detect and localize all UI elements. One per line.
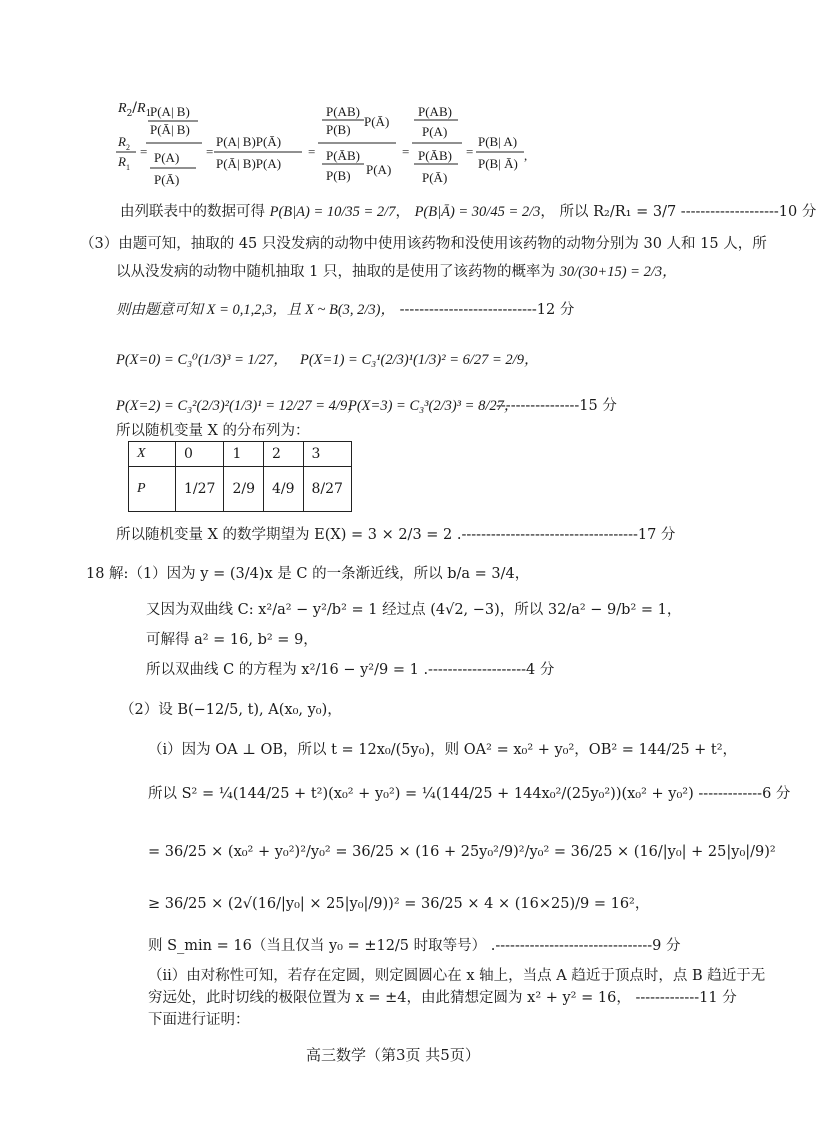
q18-line3: 可解得 a² = 16, b² = 9，	[146, 632, 318, 648]
q18-line11: （ii）由对称性可知，若存在定圆，则定圆圆心在 x 轴上，当点 A 趋近于顶点时，点 B 趋近于无	[148, 968, 766, 984]
q18-line12-score: -------------11 分	[635, 990, 737, 1006]
svg-text:P(B| Ā): P(B| Ā)	[478, 156, 518, 171]
table-cell: 2/9	[224, 467, 264, 512]
svg-text:P(Ā): P(Ā)	[364, 114, 390, 129]
svg-text:P(Ā| B): P(Ā| B)	[150, 122, 190, 137]
table-cell: 0	[176, 442, 224, 467]
contingency-prefix: 由列联表中的数据可得	[120, 204, 265, 220]
table-cell: 1/27	[176, 467, 224, 512]
svg-text:P(ĀB): P(ĀB)	[326, 148, 360, 163]
svg-text:R: R	[118, 154, 126, 169]
part3-line1: （3）由题可知，抽取的 45 只没发病的动物中使用该药物和没使用该药物的动物分别为 30 人和 15 人，所	[80, 236, 767, 252]
table-cell: 8/27	[303, 467, 351, 512]
expectation-line	[116, 527, 675, 544]
svg-text:P(A| B): P(A| B)	[150, 104, 190, 119]
part3-line3	[116, 302, 574, 319]
part3-line3-score: ----------------------------12 分	[399, 302, 575, 318]
svg-text:P(B): P(B)	[326, 168, 351, 183]
q18-line10	[148, 938, 680, 955]
prob-score: -----------------15 分	[496, 398, 617, 414]
q18-line12	[148, 990, 737, 1007]
expectation-score: .------------------------------------17 分	[456, 527, 676, 543]
part3-line2	[116, 264, 677, 281]
q18-circle: 穷远处，此时切线的极限位置为 x = ±4，由此猜想定圆为 x² + y² = 16，	[148, 990, 631, 1006]
q18-line5: （2）设 B(−12/5, t), A(x₀, y₀)，	[120, 702, 342, 718]
svg-text:P(A): P(A)	[366, 162, 392, 177]
expectation-text: 所以随机变量 X 的数学期望为 E(X) = 3 × 2/3 = 2	[116, 527, 453, 543]
q18-line8: = 36/25 × (x₀² + y₀²)²/y₀² = 36/25 × (16 + 25y₀²/9)²/y₀² = 36/25 × (16/|y₀| + 25|y₀|/9)²	[148, 844, 776, 860]
q18-min: 则 S_min = 16（当且仅当 y₀ = ±12/5 时取等号）	[148, 938, 487, 954]
prob-x3: P(X=3) = C₃³(2/3)³ = 8/27，	[348, 398, 519, 414]
svg-text:,: ,	[524, 148, 528, 163]
q18-equation: 所以双曲线 C 的方程为 x²/16 − y²/9 = 1	[146, 662, 419, 678]
table-cell: 1	[224, 442, 264, 467]
svg-text:P(A): P(A)	[422, 124, 448, 139]
table-row	[129, 442, 352, 467]
part3-line2-text: 以从没发病的动物中随机抽取 1 只，抽取的是使用了该药物的概率为	[116, 264, 555, 280]
q18-line7	[148, 786, 790, 803]
svg-text:R: R	[118, 134, 126, 149]
table-cell: 3	[303, 442, 351, 467]
q18-line1: 18 解:（1）因为 y = (3/4)x 是 C 的一条渐近线，所以 b/a = 3/4，	[86, 566, 530, 582]
q18-line6: （i）因为 OA ⊥ OB，所以 t = 12x₀/(5y₀)，则 OA² = x₀² + y₀²，OB² = 144/25 + t²，	[148, 742, 738, 758]
svg-text:P(AB): P(AB)	[326, 104, 360, 119]
table-cell: 2	[263, 442, 303, 467]
svg-text:=: =	[466, 144, 474, 159]
svg-text:P(Ā): P(Ā)	[154, 172, 180, 187]
svg-text:P(B): P(B)	[326, 122, 351, 137]
q18-line9: ≥ 36/25 × (2√(16/|y₀| × 25|y₀|/9))² = 36/25 × 4 × (16×25)/9 = 16²，	[148, 896, 650, 912]
q18-line4-score: .--------------------4 分	[423, 662, 555, 678]
table-cell: 4/9	[263, 467, 303, 512]
svg-text:P(A): P(A)	[154, 150, 180, 165]
contingency-p1: P(B|A) = 10/35 = 2/7	[269, 204, 396, 220]
svg-text:P(ĀB): P(ĀB)	[418, 148, 452, 163]
distribution-table	[128, 441, 352, 512]
contingency-conclusion: 所以 R₂/R₁ = 3/7	[559, 204, 677, 220]
svg-text:=: =	[402, 144, 410, 159]
contingency-line: 由列联表中的数据可得 P(B|A) = 10/35 = 2/7， P(B|Ā) = 30/45 = 2/3， 所以 R₂/R₁ = 3/7 --------------------10 分	[120, 204, 816, 220]
table-cell: X	[129, 442, 176, 467]
svg-text:P(AB): P(AB)	[418, 104, 452, 119]
prob-x0: P(X=0) = C₃⁰(1/3)³ = 1/27，	[116, 352, 288, 368]
svg-text:1: 1	[126, 163, 130, 172]
dist-caption: 所以随机变量 X 的分布列为：	[116, 423, 310, 439]
q18-s-squared: 所以 S² = ¼(144/25 + t²)(x₀² + y₀²) = ¼(144/25 + 144x₀²/(25y₀²))(x₀² + y₀²)	[148, 786, 694, 802]
q18-line2: 又因为双曲线 C: x²/a² − y²/b² = 1 经过点 (4√2, −3)，所以 32/a² − 9/b² = 1，	[146, 602, 682, 618]
svg-text:2: 2	[126, 143, 130, 152]
part3-line2-expr: 30/(30+15) = 2/3，	[559, 264, 677, 280]
svg-text:P(Ā| B)P(A): P(Ā| B)P(A)	[216, 156, 282, 171]
q18-line10-score: .--------------------------------9 分	[490, 938, 681, 954]
part3-binomial: 则由题意可知 X = 0,1,2,3，且 X ~ B(3, 2/3)，	[116, 302, 396, 318]
ratio-identity-formula	[112, 98, 532, 190]
svg-text:P(Ā): P(Ā)	[422, 170, 448, 185]
prob-x1: P(X=1) = C₃¹(2/3)¹(1/3)² = 6/27 = 2/9，	[300, 352, 539, 368]
q18-line13: 下面进行证明：	[148, 1012, 250, 1028]
table-cell: P	[129, 467, 176, 512]
svg-text:=: =	[140, 144, 148, 159]
prob-x2: P(X=2) = C₃²(2/3)²(1/3)¹ = 12/27 = 4/9，	[116, 398, 362, 414]
contingency-score: --------------------10 分	[680, 204, 816, 220]
table-row	[129, 467, 352, 512]
svg-text:=: =	[206, 144, 214, 159]
q18-line7-score: -------------6 分	[698, 786, 791, 802]
ratio-identity: $R_2/R_1$	[118, 100, 152, 119]
q18-line4	[146, 662, 554, 679]
svg-text:=: =	[308, 144, 316, 159]
svg-text:P(B| A): P(B| A)	[478, 134, 518, 149]
svg-text:P(A| B)P(Ā): P(A| B)P(Ā)	[216, 134, 282, 149]
page-footer: 高三数学（第3页 共5页）	[306, 1046, 480, 1064]
contingency-p2: P(B|Ā) = 30/45 = 2/3	[414, 204, 541, 220]
